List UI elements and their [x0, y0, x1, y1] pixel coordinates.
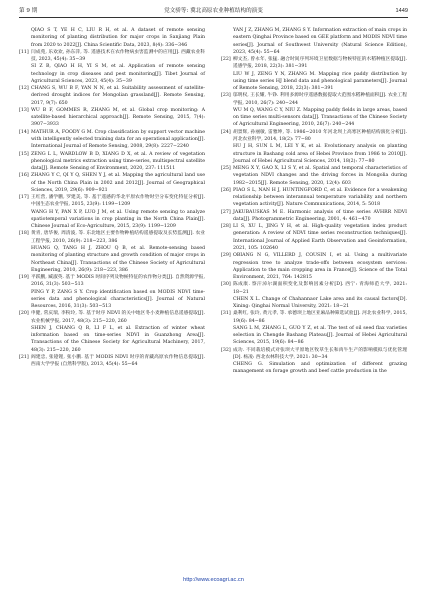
- reference-entry: [221, 187, 407, 209]
- reference-number: [16]: [19, 173, 29, 179]
- reference-entry: [19, 230, 205, 245]
- reference-text: JAKUBAUSKAS M E. Harmonic analysis of time series AVHRR NDVI data[J]. Photogrammetric Engineering, 2001, 4: 461−470: [233, 209, 407, 222]
- reference-text: CHEN X L. Change of Chahannaor Lake area and its causal factors[D]. Xining: Qinghai Normal University, 2021: 18−21: [233, 296, 407, 310]
- references-right-column: [221, 27, 407, 376]
- reference-text: HU J H, SUN L M, LEI Y K, et al. Evolutionary analysis on planting structure in Bashang cold area of Hebei Province from 1986 to 2010[J]. Journal of Hebei Agricultural Sciences, 2014, 18(2): 77−80: [233, 144, 407, 164]
- reference-text: WANG H Y, PAN X P, LUO J M, et al. Using remote sensing to analyze spatiotemporal variations in crop planting in the North China Plain[J]. Chinese Journal of Eco-Agriculture, 2015, 23(9): 1199−1209: [31, 209, 205, 230]
- reference-entry: [19, 310, 205, 325]
- references-left-column: [19, 27, 205, 368]
- page-number: 1449: [395, 8, 408, 14]
- reference-text: 王红营, 潘学鹏, 罗建美, 等. 基于遥感的华北平原农作物时空分布变化特征分析[J]. 中国生态农业学报, 2015, 23(9): 1199−1209: [31, 195, 205, 208]
- reference-entry: [19, 194, 205, 209]
- reference-text: 桑利红, 张玲, 黄元孝, 等. 承德坝上地区亚麻品种筛选试验[J]. 河北农业科学, 2015, 19(6): 84−86: [233, 311, 407, 324]
- reference-text: ZHANG Y C, QI Y Q, SHEN Y J, et al. Mapping the agricultural land use of the North China Plain in 2002 and 2012[J]. Journal of Geographical Sciences, 2019, 29(6): 909−921: [31, 173, 205, 193]
- reference-entry: [19, 107, 205, 129]
- reference-text: WU B F, GOMMES R, ZHANG M, et al. Global crop monitoring: A satellite-based hierarchical approach[J]. Remote Sensing, 2015, 7(4): 3907−3933: [31, 107, 205, 128]
- reference-text: HUANG Q, TANG H J, ZHOU Q B, et al. Remote-sensing based monitoring of planting structure and growth condition of major crops in Northeast China[J]. Transactions of the Chinese Society of Agricultural Engineering, 2010, 26(9): 218−223, 386: [31, 245, 205, 273]
- reference-translation: [19, 209, 205, 231]
- reference-entry: [221, 209, 407, 224]
- reference-translation: [221, 143, 407, 165]
- reference-entry: [221, 165, 407, 187]
- reference-entry: [221, 252, 407, 281]
- reference-translation: [19, 325, 205, 354]
- reference-text: ZENG L L, WARDLOW B D, XIANG D X, et al. A review of vegetation phenological metrics extraction using time-series, multispectral satellite data[J]. Remote Sensing of Environment, 2020, 237: 111511: [31, 151, 205, 172]
- reference-number: [29]: [221, 253, 231, 259]
- reference-text: 邬明权, 王长耀, 牛铮. 利用多源时序遥感数据提取大范围水稻种植面积[J]. 农业工程学报, 2010, 26(7): 240−244: [233, 93, 407, 106]
- reference-number: [13]: [19, 107, 29, 113]
- reference-number: [14]: [19, 129, 29, 135]
- reference-number: [11]: [19, 49, 29, 55]
- reference-translation: [19, 27, 205, 49]
- reference-translation: [221, 27, 407, 56]
- reference-text: 平跃鹏, 臧淑英. 基于 MODIS 时间序列及物候特征的农作物分类[J]. 自然资源学报, 2016, 31(3): 503−513: [31, 275, 205, 288]
- reference-text: YAN J Z, ZHANG M, ZHANG S Y. Information extraction of main crops in eastern Qinghai Province based on GEE platform and MODIS NDVI time series[J]. Journal of Southwest University (Natural Science Edition), 2023, 45(4): 55−64: [233, 28, 407, 55]
- reference-number: [19]: [19, 275, 29, 281]
- reference-number: [24]: [221, 129, 231, 135]
- reference-number: [12]: [19, 86, 29, 92]
- reference-number: [15]: [19, 151, 29, 157]
- reference-entry: [19, 85, 205, 107]
- reference-text: SANG L M, ZHANG L, GUO Y Z, et al. The test of oil seed flax varieties selection in Chengde Bashang Plateau[J]. Journal of Hebei Agricultural Sciences, 2015, 19(6): 84−86: [233, 325, 407, 346]
- reference-text: SI Z B, QIAO H H, YI S M, et al. Application of remote sensing technology in crop diseases and pest monitoring[J]. Tibet Journal of Agricultural Sciences, 2023, 45(4): 35−39: [31, 64, 205, 84]
- issue-number: 第 9 期: [19, 8, 38, 14]
- reference-entry: [19, 151, 205, 173]
- reference-text: 阎建忠, 张镱锂, 张小鹏. 基于 MODIS NDVI 时序的青藏高原农作物信息提取[J]. 西南大学学报 (自然科学版), 2013, 45(4): 55−64: [31, 354, 205, 368]
- reference-translation: [221, 71, 407, 93]
- reference-number: [27]: [221, 209, 231, 215]
- reference-entry: [221, 281, 407, 296]
- running-header: [19, 5, 408, 17]
- reference-number: [31]: [221, 311, 231, 317]
- reference-entry: [19, 49, 205, 64]
- reference-text: 申健, 常庆瑞, 李粉玲, 等. 基于时序 NDVI 的关中地区冬小麦种植信息遥感提取[J]. 农业机械学报, 2017, 48(3): 215−220, 260: [31, 311, 205, 324]
- reference-translation: [19, 245, 205, 274]
- reference-translation: [221, 325, 407, 347]
- reference-text: SHEN J, CHANG Q R, LI F L, et al. Extraction of winter wheat information based on time-series NDVI in Guanzhong Area[J]. Transactions of the Chinese Society for Agricultural Machinery, 2017, 48(3): 215−220, 260: [31, 325, 205, 353]
- reference-number: [17]: [19, 195, 29, 201]
- reference-entry: [221, 347, 407, 362]
- reference-text: 成功. 不同栽培模式对张坝大平原地区牧草生长和肉牛生产的影响模拟与优化管理[D]. 杨凌: 西北农林科技大学, 2021: 30−34: [233, 347, 407, 360]
- running-title: 党文骄等: 冀北高原农业种植结构的演变: [164, 8, 263, 14]
- reference-translation: [19, 289, 205, 311]
- reference-translation: [221, 296, 407, 311]
- reference-entry: [19, 129, 205, 151]
- reference-text: MATHUR A, FOODY G M. Crop classification by support vector machine with intelligently selected training data for an operational application[J]. International Journal of Remote Sensing, 2008, 29(8): 2227−2240: [31, 129, 205, 150]
- reference-text: QIAO S T, YE H C, LIU R H, et al. A dataset of remote sensing monitoring of planting distribution for major crops in Sanjiang Plain from 2020 to 2022[J]. China Scientific Data, 2023, 8(4): 336−346: [31, 28, 205, 48]
- reference-number: [23]: [221, 93, 231, 99]
- reference-translation: [221, 107, 407, 129]
- reference-text: 黄青, 唐华俊, 周清波, 等. 东北地区主要作物种植结构遥感提取及长势监测[J]. 农业工程学报, 2010, 26(9): 218−223, 386: [31, 231, 205, 244]
- reference-entry: [221, 56, 407, 71]
- reference-text: CHANG S, WU B F, YAN N N, et al. Suitability assessment of satellite-derived drought indices for Mongolian grassland[J]. Remote Sensing, 2017, 9(7): 650: [31, 86, 205, 106]
- reference-number: [18]: [19, 231, 29, 237]
- reference-number: [28]: [221, 224, 231, 230]
- reference-text: LI S, XU L, JING Y H, et al. High-quality vegetation index product generation: A review of NDVI time series reconstruction techniques[J]. International Journal of Applied Earth Observation and Geoinformation, 2021, 105: 102640: [233, 224, 407, 251]
- reference-entry: [19, 172, 205, 194]
- reference-entry: [221, 223, 407, 252]
- reference-translation: [19, 63, 205, 85]
- reference-translation: [221, 361, 407, 376]
- reference-text: 胡景辉, 孙丽敏, 雷雅坤, 等. 1986−2010 年河北坝上高寒区种植结构演化分析[J]. 河北农业科学, 2014, 18(2): 77−80: [233, 129, 407, 142]
- reference-text: LIU W J, ZENG Y N, ZHANG M. Mapping rice paddy distribution by using time series HJ blend data and phenological parameters[J]. Journal of Remote Sensing, 2018, 22(3): 381−391: [233, 71, 407, 92]
- reference-entry: [221, 129, 407, 144]
- reference-entry: [221, 310, 407, 325]
- reference-entry: [19, 274, 205, 289]
- reference-number: [30]: [221, 282, 231, 288]
- reference-number: [22]: [221, 57, 231, 63]
- reference-text: 柳文杰, 曾永年, 张猛. 融合时间序列环境卫星数据与物候特征的水稻种植区提取[J]. 遥感学报, 2018, 22(3): 381−391: [233, 57, 407, 70]
- header-rule: [19, 17, 408, 18]
- reference-number: [26]: [221, 187, 231, 193]
- reference-text: 闫成苑, 乐欢欢, 孙东萍, 等. 遥感技术在农作物病虫害监测中的应用[J]. 西藏农业科技, 2023, 45(4): 35−39: [31, 49, 205, 63]
- reference-text: PIAO S L, NAN H J, HUNTINGFORD C, et al. Evidence for a weakening relationship between interannual temperature variability and northern vegetation activity[J]. Nature Communications, 2014, 5: 5018: [233, 187, 407, 208]
- reference-text: PING Y P, ZANG S Y. Crop identification based on MODIS NDVI time-series data and phenological characteristics[J]. Journal of Natural Resources, 2016, 31(3): 503−513: [31, 289, 205, 310]
- reference-text: 陈成康. 察汗淖尔湖面积变化及影响因素分析[D]. 西宁: 青海师范大学, 2021: 18−21: [233, 282, 407, 295]
- reference-text: CHENG G. Simulation and optimization of different grazing management on forage growth and beef cattle production in the: [233, 362, 407, 375]
- reference-number: [25]: [221, 166, 231, 172]
- reference-text: WU M Q, WANG C Y, NIU Z. Mapping paddy fields in large areas, based on time series multi-sensors data[J]. Transactions of the Chinese Society of Agricultural Engineering, 2010, 26(7): 240−244: [233, 107, 407, 128]
- reference-number: [32]: [221, 347, 231, 353]
- reference-number: [20]: [19, 311, 29, 317]
- reference-text: OBIANG N G, VILLERD J, COUSIN I, et al. Using a multivariate regression tree to analyze trade-offs between ecosystem services: Application to the main cropping area in France[J]. Science of the Total Environment, 2021, 764: 142815: [233, 253, 407, 281]
- reference-entry: [19, 354, 205, 369]
- journal-url[interactable]: http://www.ecoagri.ac.cn: [183, 577, 244, 583]
- reference-entry: [221, 92, 407, 107]
- reference-text: MENG X Y, GAO X, LI S Y, et al. Spatial and temporal characteristics of vegetation NDVI changes and the driving forces in Mongolia during 1982−2015[J]. Remote Sensing, 2020, 12(4): 603: [233, 166, 407, 186]
- reference-number: [21]: [19, 354, 29, 360]
